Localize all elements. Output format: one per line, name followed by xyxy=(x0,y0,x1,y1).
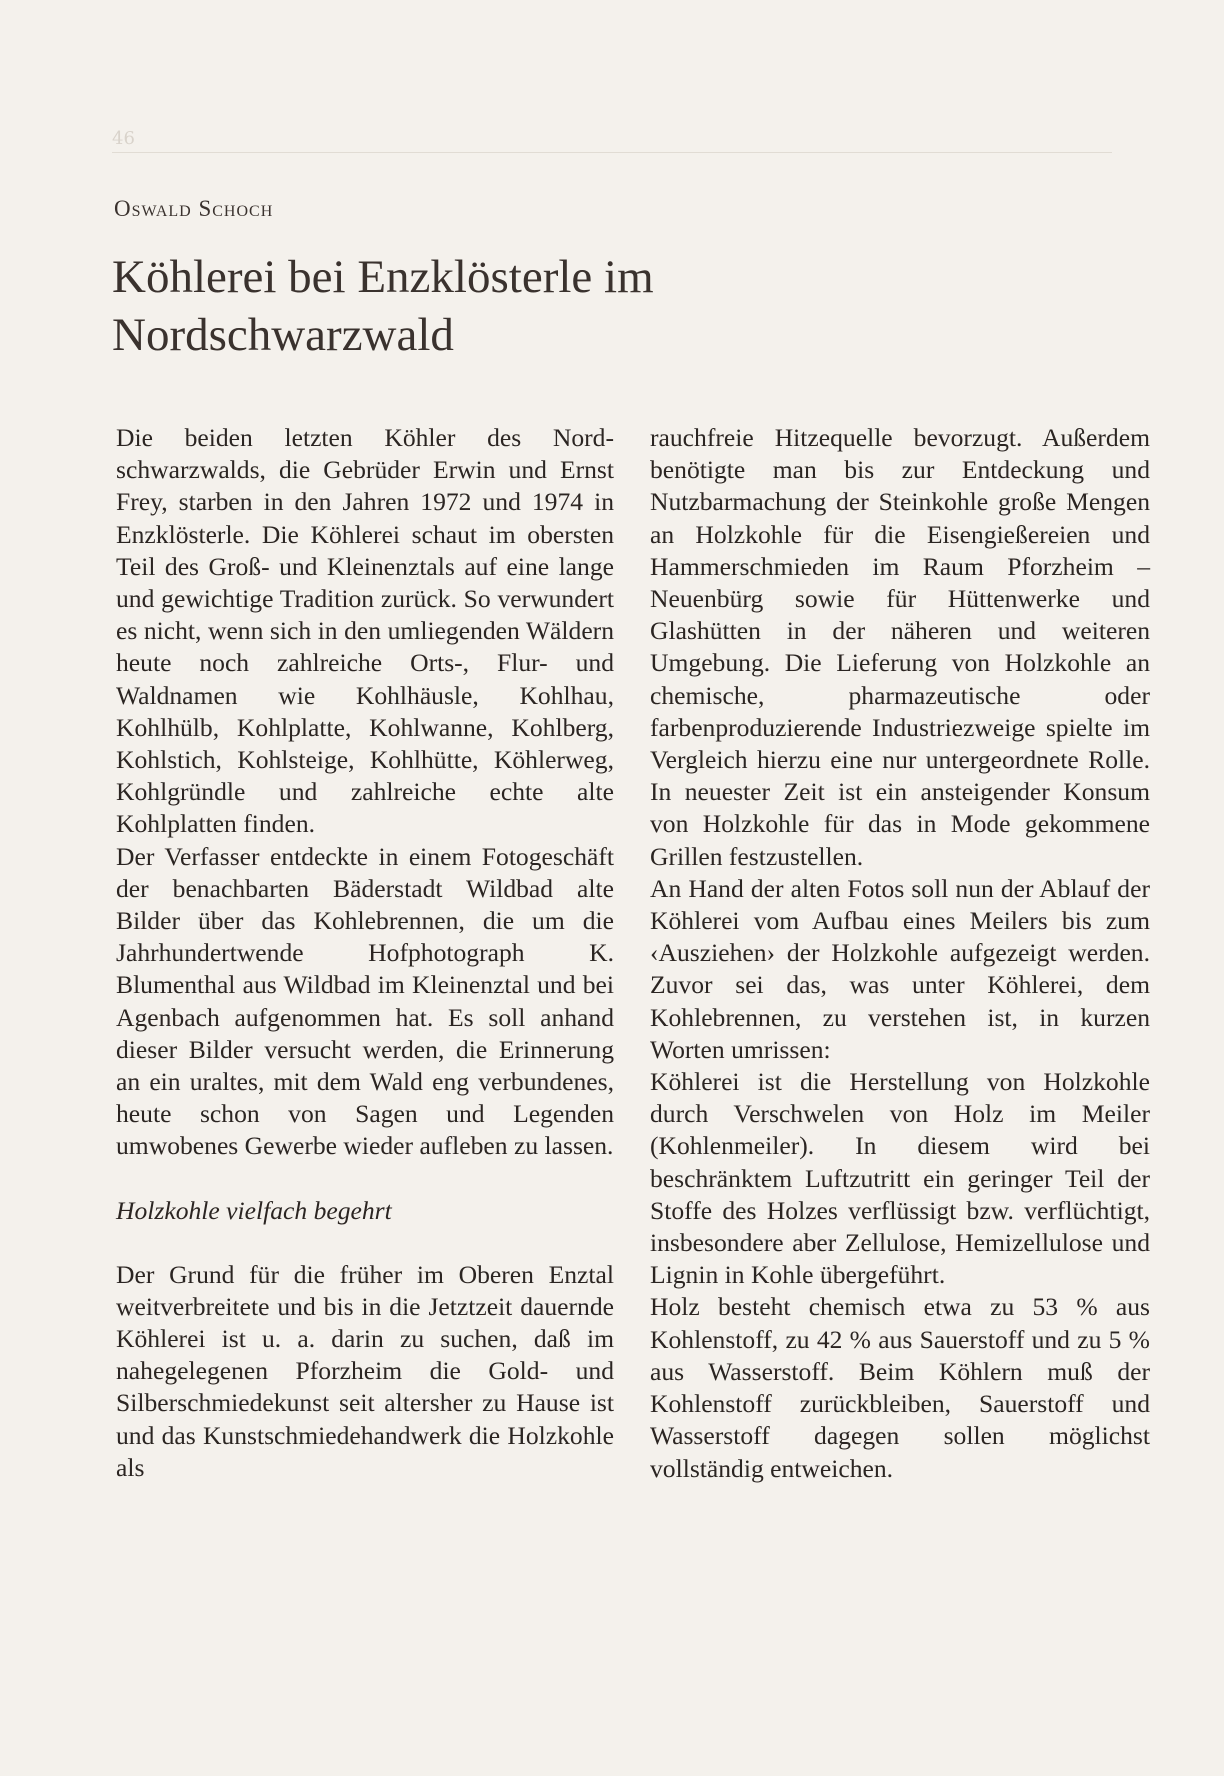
right-paragraph-3: Köhlerei ist die Herstellung von Holzkohle durch Verschwelen von Holz im Meiler (Kohlenmeiler). In diesem wird bei beschränktem Luftzutritt ein geringer Teil der Stoffe des Holzes verflüssigt bzw. verflüchtigt, insbesondere aber Zellulose, Hemizellulose und Lignin in Kohle übergeführt. xyxy=(650,1067,1150,1290)
right-paragraph-2: An Hand der alten Fotos soll nun der Ablauf der Köhlerei vom Aufbau eines Meilers bis zum ‹Ausziehen› der Holzkohle aufgezeigt werden. Zuvor sei das, was unter Köhlerei, dem Kohlebrennen, zu verstehen ist, in kurzen Worten umrissen: xyxy=(650,873,1150,1064)
section-subheading: Holzkohle vielfach begehrt xyxy=(116,1195,392,1225)
right-column xyxy=(650,422,1150,1485)
page-number: 46 xyxy=(112,128,135,149)
right-paragraph-4: Holz besteht chemisch etwa zu 53 % aus Kohlenstoff, zu 42 % aus Sauerstoff und zu 5 % aus Wasserstoff. Beim Köhlern muß der Kohlenstoff zurückbleiben, Sauerstoff und Wasserstoff dagegen sollen möglichst vollständig entweichen. xyxy=(650,1292,1150,1483)
left-paragraph-1: Die beiden letzten Köhler des Nordschwarzwalds, die Gebrüder Erwin und Ernst Frey, starben in den Jahren 1972 und 1974 in Enzklösterle. Die Köhlerei schaut im obersten Teil des Groß- und Kleinenztals auf eine lange und gewichtige Tradition zurück. So verwundert es nicht, wenn sich in den umliegenden Wäldern heute noch zahlreiche Orts-, Flur- und Waldnamen wie Kohlhäusle, Kohlhau, Kohlhülb, Kohlplatte, Kohlwanne, Kohlberg, Kohlstich, Kohlsteige, Kohlhütte, Köhlerweg, Kohlgründle und zahlreiche echte alte Kohlplatten finden. xyxy=(116,423,614,839)
left-paragraph-2: Der Verfasser entdeckte in einem Fotogeschäft der benachbarten Bäderstadt Wildbad alte Bilder über das Kohlebrennen, die um die Jahrhundertwende Hofphotograph K. Blumenthal aus Wildbad im Kleinenztal und bei Agenbach aufgenommen hat. Es soll anhand dieser Bilder versucht werden, die Erinnerung an ein uraltes, mit dem Wald eng verbundenes, heute schon von Sagen und Legenden umwobenes Gewerbe wieder aufleben zu lassen. xyxy=(116,841,614,1161)
author-name: Oswald Schoch xyxy=(114,196,274,221)
header-rule xyxy=(112,152,1112,153)
article-title: Köhlerei bei Enzklösterle im Nordschwarzwald xyxy=(112,251,654,361)
left-paragraph-3: Der Grund für die früher im Oberen Enztal weitverbreitete und bis in die Jetztzeit dauernde Köhlerei ist u. a. darin zu suchen, daß im nahegelegenen Pforzheim die Gold- und Silberschmiedekunst seit altersher zu Hause ist und das Kunstschmiedehandwerk die Holzkohle als xyxy=(116,1259,614,1482)
left-column xyxy=(116,422,614,1484)
right-paragraph-1: rauchfreie Hitzequelle bevorzugt. Außerdem benötigte man bis zur Entdeckung und Nutzbarmachung der Steinkohle große Mengen an Holzkohle für die Eisengießereien und Hammerschmieden im Raum Pforzheim – Neuenbürg sowie für Hüttenwerke und Glashütten in der näheren und weiteren Umgebung. Die Lieferung von Holzkohle an chemische, pharmazeutische oder farbenproduzierende Industriezweige spielte im Vergleich hierzu eine nur untergeordnete Rolle. In neuester Zeit ist ein ansteigender Konsum von Holzkohle für das in Mode gekommene Grillen festzustellen. xyxy=(650,423,1150,871)
